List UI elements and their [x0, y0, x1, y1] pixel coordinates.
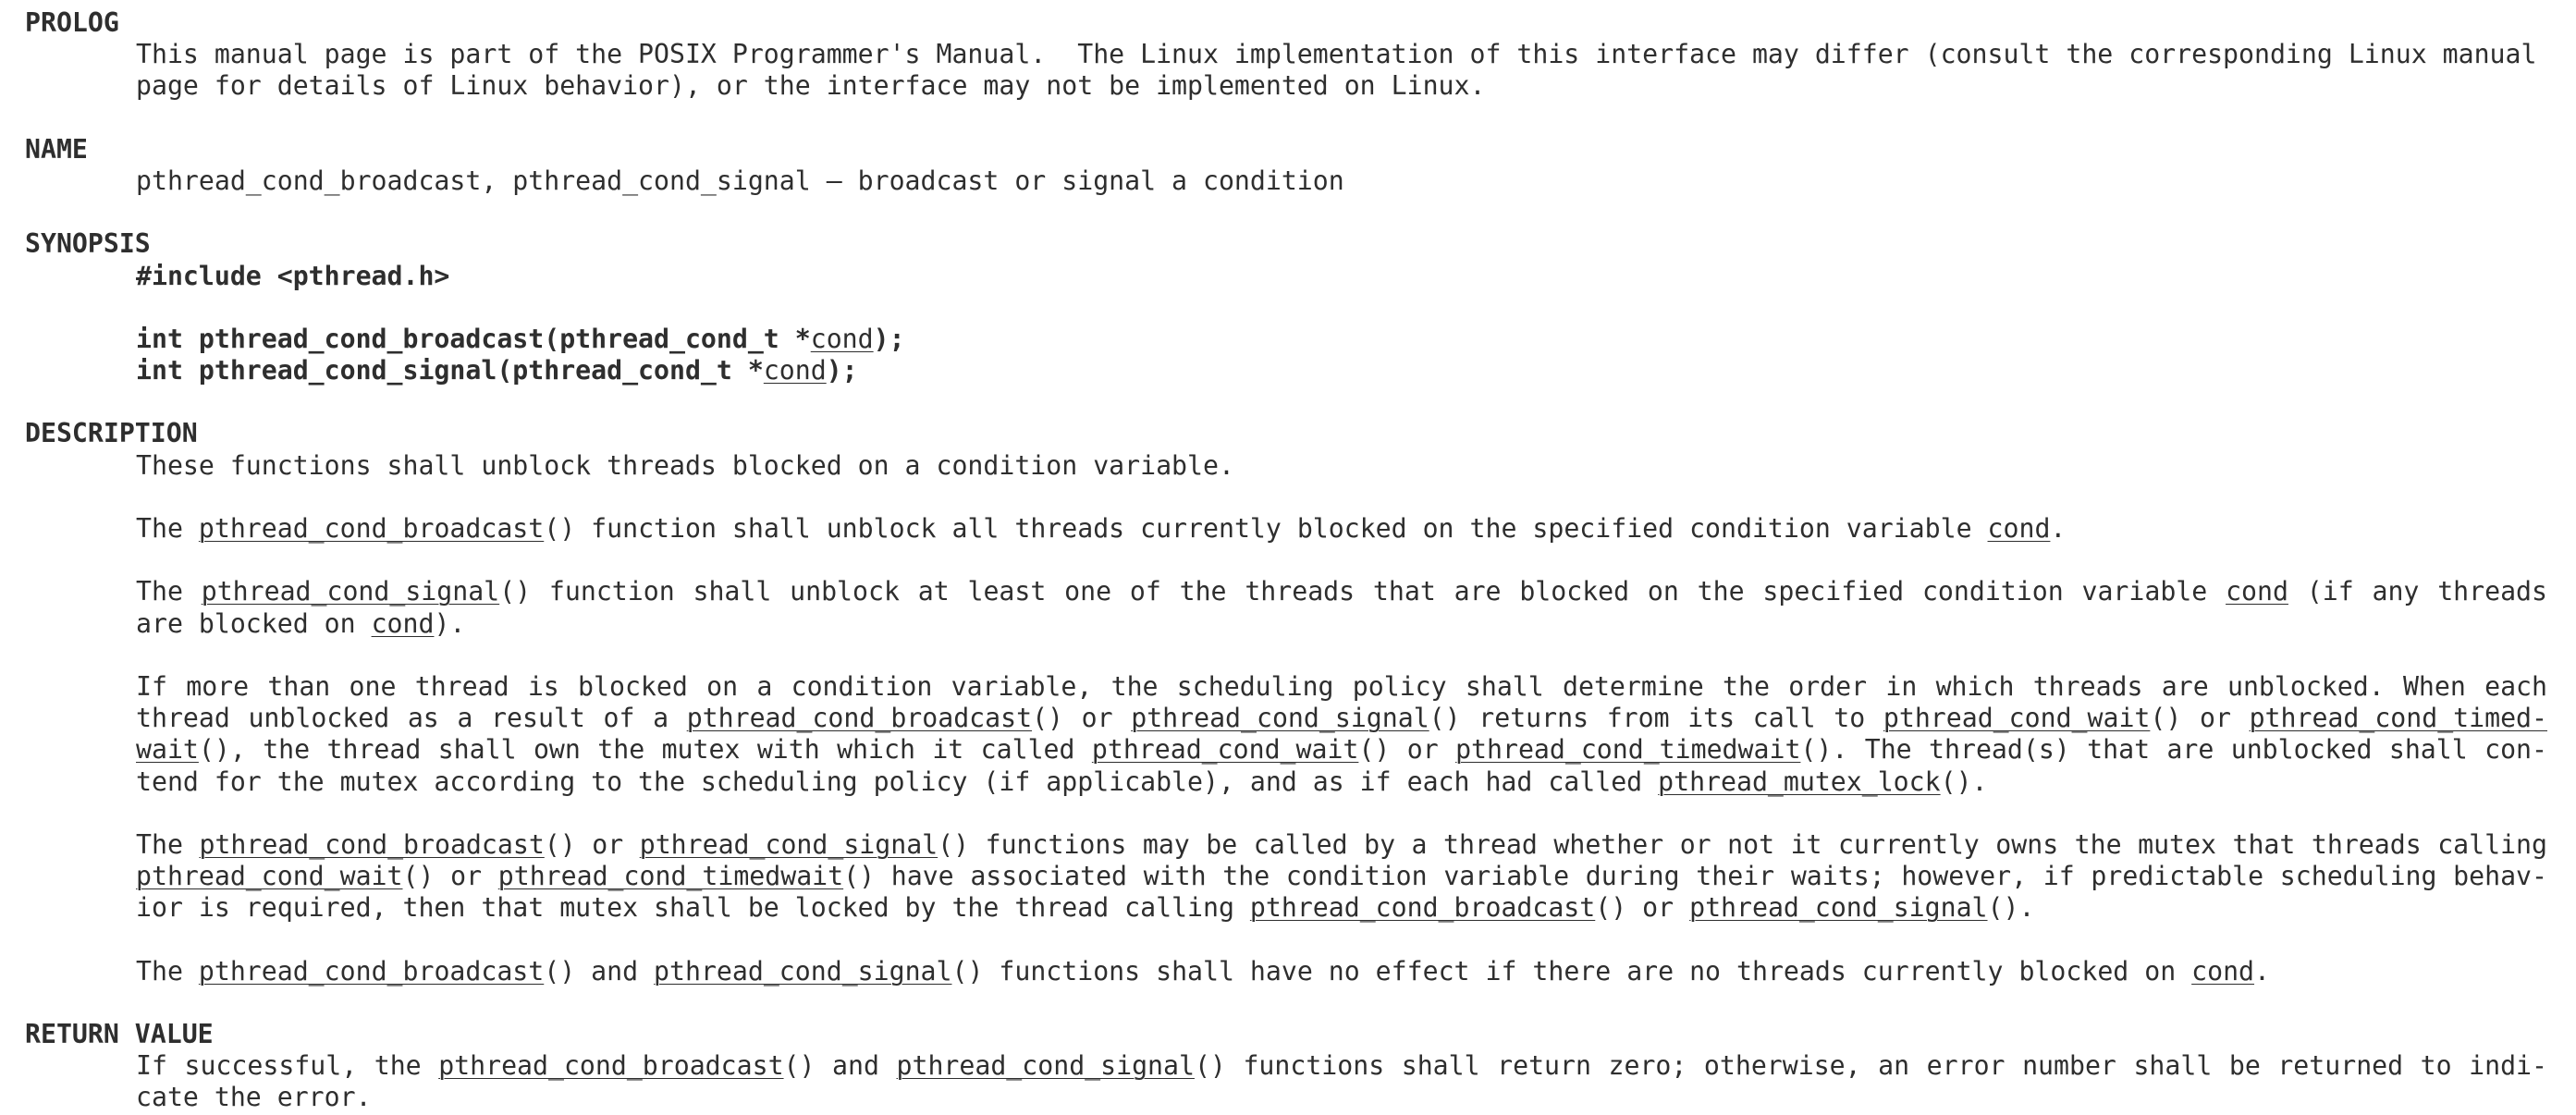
param-cond: cond — [371, 607, 435, 639]
param-cond: cond — [2226, 576, 2288, 607]
function-ref: pthread_cond_signal — [1131, 703, 1429, 734]
description-para-1: These functions shall unblock threads blocked on a condition variable. — [136, 449, 1234, 481]
param-cond: cond — [1987, 513, 2051, 544]
text: The — [136, 828, 200, 860]
text: () or — [1595, 892, 1690, 924]
param-cond: cond — [763, 355, 827, 386]
function-ref: pthread_cond_signal — [896, 1050, 1195, 1082]
text: are blocked on — [136, 607, 372, 639]
text: () or — [1358, 734, 1456, 766]
function-ref: pthread_cond_signal — [654, 955, 952, 986]
function-ref: pthread_cond_timedwait — [1455, 734, 1801, 766]
section-heading-description: DESCRIPTION — [25, 418, 198, 449]
text: () and — [783, 1050, 897, 1082]
text: The — [136, 576, 202, 607]
text: () function shall unblock all threads currently blocked on the specified condition variable — [544, 513, 1988, 544]
param-cond: cond — [2191, 955, 2255, 986]
name-line: pthread_cond_broadcast, pthread_cond_signal — broadcast or signal a condition — [136, 165, 1344, 196]
param-cond: cond — [810, 323, 874, 354]
description-para-3-line-1 — [0, 576, 2547, 607]
function-ref: pthread_cond_broadcast — [198, 955, 545, 986]
text: The — [136, 955, 199, 986]
description-para-4-line-2 — [0, 703, 2547, 734]
function-ref: pthread_mutex_lock — [1658, 766, 1941, 797]
function-ref: pthread_cond_broadcast — [198, 513, 545, 544]
description-para-5-line-1 — [0, 829, 2547, 861]
text: The — [136, 513, 199, 544]
text: () or — [2150, 703, 2250, 734]
text: ior is required, then that mutex shall be locked by the thread calling — [136, 892, 1250, 924]
text: thread unblocked as a result of a — [136, 703, 687, 734]
text: (), the thread shall own the mutex with which it called — [198, 734, 1092, 766]
return-value-line-1 — [0, 1050, 2547, 1082]
text: (if any threads — [2288, 576, 2547, 607]
return-value-line-2: cate the error. — [136, 1082, 372, 1113]
description-para-5-line-3 — [0, 892, 2576, 924]
function-ref: pthread_cond_broadcast — [686, 703, 1033, 734]
function-ref: pthread_cond_wait — [1883, 703, 2151, 734]
description-para-2 — [0, 513, 2576, 545]
signature-text: ); — [826, 355, 858, 386]
function-ref: pthread_cond_broadcast — [438, 1050, 784, 1082]
text: () or — [1032, 703, 1132, 734]
text: () functions shall return zero; otherwise, an error number shall be returned to indi- — [1194, 1050, 2548, 1082]
text: ). — [434, 607, 466, 639]
description-para-5-line-2 — [0, 861, 2547, 892]
text: () and — [544, 955, 655, 986]
text: () or — [402, 861, 498, 892]
text: () have associated with the condition variable during their waits; however, if predictable scheduling behav- — [843, 861, 2547, 892]
function-ref: pthread_cond_timedwait — [497, 861, 844, 892]
section-heading-synopsis: SYNOPSIS — [25, 228, 151, 260]
prolog-line-2: page for details of Linux behavior), or the interface may not be implemented on Linux. — [136, 70, 1486, 102]
text: () function shall unblock at least one of the threads that are blocked on the specified condition variable — [499, 576, 2226, 607]
text: () functions shall have no effect if there are no threads currently blocked on — [951, 955, 2192, 986]
description-para-4-line-4 — [0, 766, 2576, 798]
text: If successful, the — [136, 1050, 439, 1082]
text: (). — [1940, 766, 1988, 797]
function-ref: wait — [136, 734, 199, 766]
function-ref: pthread_cond_broadcast — [1249, 892, 1596, 924]
prolog-line-1: This manual page is part of the POSIX Programmer's Manual. The Linux implementation of this interface may differ (consult the corresponding Linux manual — [136, 39, 2537, 70]
section-heading-name: NAME — [25, 133, 88, 165]
description-para-6 — [0, 956, 2576, 987]
synopsis-signature-broadcast — [0, 324, 2576, 355]
section-heading-return-value: RETURN VALUE — [25, 1019, 214, 1049]
section-heading-prolog: PROLOG — [25, 7, 119, 38]
text: () functions may be called by a thread whether or not it currently owns the mutex that threads calling — [938, 828, 2547, 860]
function-ref: pthread_cond_wait — [1091, 734, 1359, 766]
synopsis-include: #include <pthread.h> — [136, 260, 450, 291]
text: () or — [544, 828, 640, 860]
text: (). — [1987, 892, 2035, 924]
function-ref: pthread_cond_wait — [136, 861, 403, 892]
text: . — [2050, 513, 2067, 544]
function-ref: pthread_cond_signal — [1689, 892, 1988, 924]
synopsis-signature-signal — [0, 355, 2576, 386]
description-para-4-line-3 — [0, 734, 2547, 766]
description-para-3-line-2 — [0, 608, 2576, 640]
function-ref: pthread_cond_signal — [639, 828, 938, 860]
description-para-4-line-1: If more than one thread is blocked on a condition variable, the scheduling policy shall determine the order in which threads are unblocked. When each — [136, 670, 2547, 702]
signature-text: int pthread_cond_broadcast(pthread_cond_t * — [136, 323, 811, 354]
text: () returns from its call to — [1429, 703, 1883, 734]
function-ref: pthread_cond_broadcast — [199, 828, 545, 860]
text: . — [2254, 955, 2271, 986]
function-ref: pthread_cond_timed- — [2249, 703, 2547, 734]
signature-text: int pthread_cond_signal(pthread_cond_t * — [136, 355, 764, 386]
function-ref: pthread_cond_signal — [201, 576, 500, 607]
text: (). The thread(s) that are unblocked shall con- — [1800, 734, 2547, 766]
signature-text: ); — [873, 323, 905, 354]
text: tend for the mutex according to the scheduling policy (if applicable), and as if each had called — [136, 766, 1659, 797]
man-page-viewer — [0, 7, 2576, 1114]
